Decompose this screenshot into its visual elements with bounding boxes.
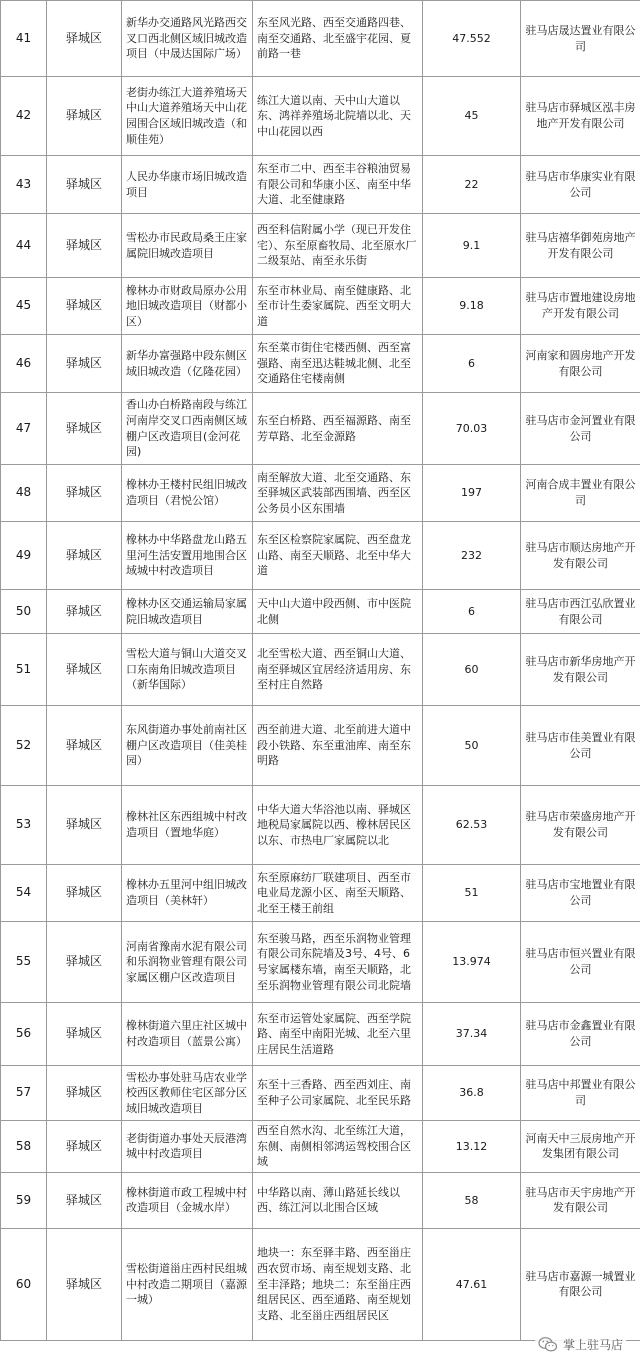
project-name-cell: 新华办富强路中段东侧区域旧城改造（亿隆花园） bbox=[122, 335, 253, 393]
boundary-cell: 练江大道以南、天中山大道以东、鸿祥养殖场北院墙以北、天中山花园以西 bbox=[253, 77, 423, 156]
district-cell: 驿城区 bbox=[47, 634, 122, 706]
district-cell: 驿城区 bbox=[47, 1121, 122, 1173]
boundary-cell: 东至十三香路、西至西刘庄、南至种子公司家属院、北至民乐路 bbox=[253, 1066, 423, 1121]
row-number: 41 bbox=[1, 1, 47, 77]
project-name-cell: 橡林办王楼村民组旧城改造项目（君悦公馆） bbox=[122, 465, 253, 522]
area-cell: 60 bbox=[423, 634, 521, 706]
row-number: 60 bbox=[1, 1228, 47, 1340]
boundary-cell: 西至科信附属小学（现已开发住宅）、东至原畜牧局、北至原水厂二级泵站、南至永乐街 bbox=[253, 214, 423, 278]
project-name-cell: 橡林街道六里庄社区城中村改造项目（蓝景公寓） bbox=[122, 1003, 253, 1066]
boundary-cell: 北至雪松大道、西至铜山大道、南至驿城区宜居经济适用房、东至村庄自然路 bbox=[253, 634, 423, 706]
developer-cell: 河南家和圆房地产开发有限公司 bbox=[521, 335, 640, 393]
boundary-cell: 东至骏马路，西至乐润物业管理有限公司东院墙及3号、4号、6号家属楼东墙，南至天顺路，北至乐润物业管理有限公司北院墙 bbox=[253, 922, 423, 1003]
district-cell: 驿城区 bbox=[47, 1066, 122, 1121]
district-cell: 驿城区 bbox=[47, 1003, 122, 1066]
developer-cell: 驻马店市顺达房地产开发有限公司 bbox=[521, 522, 640, 590]
developer-cell: 驻马店市西江弘欣置业有限公司 bbox=[521, 590, 640, 634]
developer-cell: 驻马店市天宇房地产开发有限公司 bbox=[521, 1172, 640, 1228]
row-number: 49 bbox=[1, 522, 47, 590]
table-row bbox=[1, 1121, 640, 1173]
row-number: 42 bbox=[1, 77, 47, 156]
project-name-cell: 雪松大道与铜山大道交叉口东南角旧城改造项目（新华国际） bbox=[122, 634, 253, 706]
row-number: 48 bbox=[1, 465, 47, 522]
developer-cell: 驻马店中邦置业有限公司 bbox=[521, 1066, 640, 1121]
table-row bbox=[1, 156, 640, 214]
project-name-cell: 橡林办区交通运输局家属院旧城改造项目 bbox=[122, 590, 253, 634]
developer-cell: 驻马店市华康实业有限公司 bbox=[521, 156, 640, 214]
developer-cell: 驻马店市金鑫置业有限公司 bbox=[521, 1003, 640, 1066]
table-row bbox=[1, 590, 640, 634]
area-cell: 13.12 bbox=[423, 1121, 521, 1173]
district-cell: 驿城区 bbox=[47, 922, 122, 1003]
boundary-cell: 东至市运管处家属院、西至学院路、南至中南阳光城、北至六里庄居民生活道路 bbox=[253, 1003, 423, 1066]
area-cell: 37.34 bbox=[423, 1003, 521, 1066]
area-cell: 51 bbox=[423, 865, 521, 922]
boundary-cell: 天中山大道中段西侧、市中医院北侧 bbox=[253, 590, 423, 634]
district-cell: 驿城区 bbox=[47, 1, 122, 77]
district-cell: 驿城区 bbox=[47, 214, 122, 278]
table-row bbox=[1, 335, 640, 393]
area-cell: 62.53 bbox=[423, 786, 521, 865]
table-row bbox=[1, 922, 640, 1003]
district-cell: 驿城区 bbox=[47, 465, 122, 522]
area-cell: 197 bbox=[423, 465, 521, 522]
district-cell: 驿城区 bbox=[47, 865, 122, 922]
area-cell: 22 bbox=[423, 156, 521, 214]
area-cell: 6 bbox=[423, 335, 521, 393]
district-cell: 驿城区 bbox=[47, 278, 122, 335]
district-cell: 驿城区 bbox=[47, 393, 122, 465]
table-row bbox=[1, 1, 640, 77]
table-row bbox=[1, 522, 640, 590]
developer-cell: 驻马店市置地建设房地产开发有限公司 bbox=[521, 278, 640, 335]
boundary-cell: 西至前进大道、北至前进大道中段小铁路、东至重油库、南至东明路 bbox=[253, 706, 423, 786]
row-number: 54 bbox=[1, 865, 47, 922]
boundary-cell: 东至市二中、西至丰谷粮油贸易有限公司和华康小区、南至中华大道、北至健康路 bbox=[253, 156, 423, 214]
project-name-cell: 雪松办市民政局桑王庄家属院旧城改造项目 bbox=[122, 214, 253, 278]
boundary-cell: 西至自然水沟、北至练江大道，东侧、南侧相邻鸿运驾校围合区域 bbox=[253, 1121, 423, 1173]
area-cell: 9.18 bbox=[423, 278, 521, 335]
project-name-cell: 橡林办市财政局原办公用地旧城改造项目（财都小区） bbox=[122, 278, 253, 335]
boundary-cell: 地块一：东至驿丰路、西至甾庄西农贸市场、南至规划支路、北至丰泽路；地块二：东至甾庄西组居民区、西至通路、南至规划支路、北至甾庄西组居民区 bbox=[253, 1228, 423, 1340]
project-name-cell: 老街街道办事处天辰港湾城中村改造项目 bbox=[122, 1121, 253, 1173]
project-name-cell: 香山办白桥路南段与练江河南岸交叉口西南侧区域棚户区改造项目(金河花园) bbox=[122, 393, 253, 465]
developer-cell: 驻马店市新华房地产开发有限公司 bbox=[521, 634, 640, 706]
row-number: 59 bbox=[1, 1172, 47, 1228]
row-number: 43 bbox=[1, 156, 47, 214]
area-cell: 9.1 bbox=[423, 214, 521, 278]
row-number: 53 bbox=[1, 786, 47, 865]
developer-cell: 驻马店市嘉源一城置业有限公司 bbox=[521, 1228, 640, 1340]
boundary-cell: 东至白桥路、西至福源路、南至芳草路、北至金源路 bbox=[253, 393, 423, 465]
table-row bbox=[1, 77, 640, 156]
boundary-cell: 东至市林业局、南至健康路、北至市计生委家属院、西至文明大道 bbox=[253, 278, 423, 335]
boundary-cell: 中华路以南、薄山路延长线以西、练江河以北围合区域 bbox=[253, 1172, 423, 1228]
area-cell: 6 bbox=[423, 590, 521, 634]
project-name-cell: 橡林街道市政工程城中村改造项目（金城水岸） bbox=[122, 1172, 253, 1228]
row-number: 46 bbox=[1, 335, 47, 393]
area-cell: 13.974 bbox=[423, 922, 521, 1003]
row-number: 44 bbox=[1, 214, 47, 278]
table-row bbox=[1, 706, 640, 786]
area-cell: 47.552 bbox=[423, 1, 521, 77]
project-name-cell: 橡林办中华路盘龙山路五里河生活安置用地围合区域城中村改造项目 bbox=[122, 522, 253, 590]
row-number: 58 bbox=[1, 1121, 47, 1173]
developer-cell: 驻马店市恒兴置业有限公司 bbox=[521, 922, 640, 1003]
table-row bbox=[1, 786, 640, 865]
table-row bbox=[1, 865, 640, 922]
developer-cell: 驻马店晟达置业有限公司 bbox=[521, 1, 640, 77]
developer-cell: 驻马店市金河置业有限公司 bbox=[521, 393, 640, 465]
boundary-cell: 东至原麻纺厂联建项目、西至市电业局龙源小区、南至天顺路、北至王楼王前组 bbox=[253, 865, 423, 922]
table-row bbox=[1, 465, 640, 522]
project-name-cell: 橡林办五里河中组旧城改造项目（美林轩） bbox=[122, 865, 253, 922]
project-name-cell: 老街办练江大道养殖场天中山大道养殖场天中山花园围合区域旧城改造（和顺佳苑） bbox=[122, 77, 253, 156]
area-cell: 45 bbox=[423, 77, 521, 156]
project-name-cell: 雪松办事处驻马店农业学校西区教师住宅区部分区域旧城改造项目 bbox=[122, 1066, 253, 1121]
table-row bbox=[1, 634, 640, 706]
table-row bbox=[1, 278, 640, 335]
boundary-cell: 南至解放大道、北至交通路、东至驿城区武装部西围墙、西至区公务员小区东围墙 bbox=[253, 465, 423, 522]
developer-cell: 驻马店市佳美置业有限公司 bbox=[521, 706, 640, 786]
district-cell: 驿城区 bbox=[47, 522, 122, 590]
project-name-cell: 河南省豫南水泥有限公司和乐润物业管理有限公司家属区棚户区改造项目 bbox=[122, 922, 253, 1003]
row-number: 55 bbox=[1, 922, 47, 1003]
area-cell: 47.61 bbox=[423, 1228, 521, 1340]
district-cell: 驿城区 bbox=[47, 706, 122, 786]
project-name-cell: 新华办交通路风光路西交叉口西北侧区域旧城改造项目（中晟达国际广场） bbox=[122, 1, 253, 77]
row-number: 56 bbox=[1, 1003, 47, 1066]
area-cell: 36.8 bbox=[423, 1066, 521, 1121]
boundary-cell: 中华大道大华浴池以南、驿城区地税局家属院以西、橡林居民区以东、市热电厂家属院以北 bbox=[253, 786, 423, 865]
project-name-cell: 人民办华康市场旧城改造项目 bbox=[122, 156, 253, 214]
project-name-cell: 东风街道办事处前南社区棚户区改造项目（佳美桂园） bbox=[122, 706, 253, 786]
boundary-cell: 东至区检察院家属院、西至盘龙山路、南至天顺路、北至中华大道 bbox=[253, 522, 423, 590]
developer-cell: 河南合成丰置业有限公司 bbox=[521, 465, 640, 522]
developer-cell: 驻马店禧华御苑房地产开发有限公司 bbox=[521, 214, 640, 278]
watermark-text: 掌上驻马店 bbox=[562, 1338, 623, 1352]
district-cell: 驿城区 bbox=[47, 1172, 122, 1228]
table-row bbox=[1, 393, 640, 465]
project-name-cell: 雪松街道甾庄西村民组城中村改造二期项目（嘉源一城） bbox=[122, 1228, 253, 1340]
area-cell: 70.03 bbox=[423, 393, 521, 465]
row-number: 57 bbox=[1, 1066, 47, 1121]
boundary-cell: 东至风光路、西至交通路四巷、南至交通路、北至盛宇花园、夏前路一巷 bbox=[253, 1, 423, 77]
district-cell: 驿城区 bbox=[47, 77, 122, 156]
developer-cell: 驻马店市宝地置业有限公司 bbox=[521, 865, 640, 922]
project-name-cell: 橡林社区东西组城中村改造项目（置地华庭） bbox=[122, 786, 253, 865]
table-row bbox=[1, 1228, 640, 1340]
table-row bbox=[1, 1172, 640, 1228]
developer-cell: 驻马店市荣盛房地产开发有限公司 bbox=[521, 786, 640, 865]
district-cell: 驿城区 bbox=[47, 590, 122, 634]
row-number: 47 bbox=[1, 393, 47, 465]
area-cell: 232 bbox=[423, 522, 521, 590]
row-number: 51 bbox=[1, 634, 47, 706]
wechat-icon bbox=[538, 1336, 558, 1353]
watermark bbox=[535, 1335, 626, 1354]
boundary-cell: 东至菜市街住宅楼西侧、西至富强路、南至迅达鞋城北侧、北至交通路住宅楼南侧 bbox=[253, 335, 423, 393]
table-row bbox=[1, 1003, 640, 1066]
district-cell: 驿城区 bbox=[47, 156, 122, 214]
table-row bbox=[1, 1066, 640, 1121]
row-number: 50 bbox=[1, 590, 47, 634]
district-cell: 驿城区 bbox=[47, 1228, 122, 1340]
area-cell: 50 bbox=[423, 706, 521, 786]
district-cell: 驿城区 bbox=[47, 786, 122, 865]
row-number: 52 bbox=[1, 706, 47, 786]
row-number: 45 bbox=[1, 278, 47, 335]
table-row bbox=[1, 214, 640, 278]
area-cell: 58 bbox=[423, 1172, 521, 1228]
district-cell: 驿城区 bbox=[47, 335, 122, 393]
developer-cell: 驻马店市驿城区泓丰房地产开发有限公司 bbox=[521, 77, 640, 156]
developer-cell: 河南天中三辰房地产开发集团有限公司 bbox=[521, 1121, 640, 1173]
